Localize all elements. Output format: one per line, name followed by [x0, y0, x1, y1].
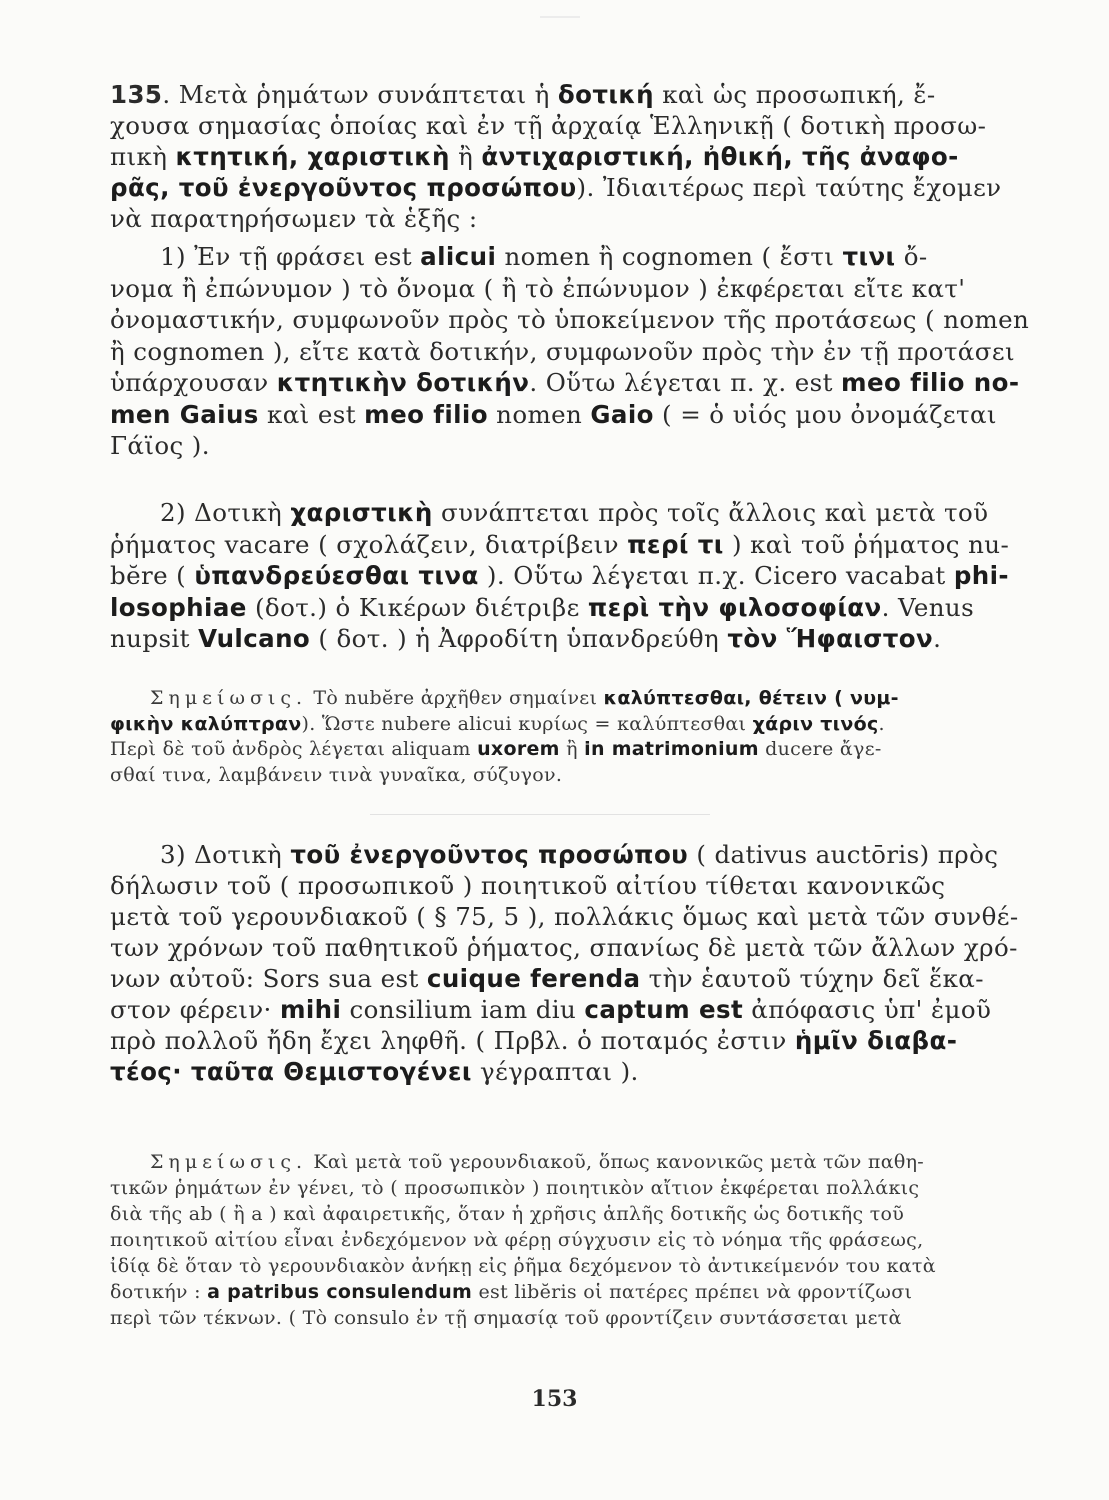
note-2-line [110, 1306, 965, 1330]
emphasis-text: φικὴν καλύπτραν [110, 712, 302, 735]
item-3-line [110, 964, 984, 994]
emphasis-text: Gaio [590, 399, 654, 429]
body-text: μετὰ τοῦ γερουνδιακοῦ ( § 75, 5 ), πολλάκις ὅμως καὶ μετὰ τῶν συνθέ- [110, 902, 1019, 931]
emphasis-text: περὶ τὴν φιλοσοφίαν [587, 592, 882, 622]
note-2-line [110, 1280, 965, 1304]
emphasis-text: men Gaius [110, 399, 259, 429]
scan-mark [540, 16, 580, 18]
body-text: 2) Δοτικὴ [160, 498, 291, 527]
note-label: Σημείωσις. [150, 1151, 308, 1173]
body-text: . Οὕτω λέγεται π. χ. est [529, 368, 842, 397]
body-text: consilium iam diu [341, 995, 585, 1024]
body-text: Τὸ nubĕre ἀρχῆθεν σημαίνει [313, 687, 604, 709]
emphasis-text: ἀντιχαριστική, ἠθική, τῆς ἀναφο- [481, 142, 959, 171]
body-text: στον φέρειν· [110, 995, 280, 1024]
body-text: . [933, 624, 942, 653]
body-text: ἢ cognomen ), εἴτε κατὰ δοτικήν, συμφωνοῦν πρὸς τὴν ἐν τῇ προτάσει [110, 336, 1015, 366]
body-text: 3) Δοτικὴ [160, 840, 291, 869]
emphasis-text: captum est [584, 995, 744, 1024]
body-text: δήλωσιν τοῦ ( προσωπικοῦ ) ποιητικοῦ αἰτίου τίθεται κανονικῶς [110, 871, 946, 900]
emphasis-text: uxorem [477, 738, 560, 760]
body-text: καὶ ὡς προσωπική, ἔ- [654, 80, 936, 109]
body-text: συνάπτεται πρὸς τοῖς ἄλλοις καὶ μετὰ τοῦ [432, 498, 989, 527]
body-text: καὶ est [258, 399, 365, 429]
body-text: ὑπάρχουσαν [110, 368, 277, 397]
body-text: Καὶ μετὰ τοῦ γερουνδιακοῦ, ὅπως κανονικῶς μετὰ τῶν παθη- [313, 1151, 924, 1173]
body-text: πρὸ πολλοῦ ἤδη ἔχει ληφθῆ. ( Πρβλ. ὁ ποταμός ἐστιν [110, 1026, 795, 1055]
emphasis-text: ὑπανδρεύεσθαι τινα [194, 561, 479, 590]
emphasis-text: alicui [420, 242, 497, 271]
body-text: διὰ τῆς ab ( ἢ a ) καὶ ἀφαιρετικῆς, ὅταν ἡ χρῆσις ἁπλῆς δοτικῆς ὡς δοτικῆς τοῦ [110, 1203, 905, 1225]
item-3-line [110, 871, 960, 901]
emphasis-text: περί τι [627, 529, 724, 559]
body-text: est libĕris οἱ πατέρες πρέπει νὰ φροντίζωσι [472, 1281, 913, 1303]
note-1-line [150, 686, 965, 710]
emphasis-text: meo filio [364, 399, 488, 429]
body-text: ἢ [559, 738, 585, 760]
item-2-line [110, 561, 1009, 591]
section-135-line [110, 142, 960, 172]
body-text: bĕre ( [110, 561, 195, 590]
body-text: (δοτ.) ὁ Κικέρων διέτριβε [246, 592, 588, 622]
body-text: περὶ τῶν τέκνων. ( Τὸ consulo ἐν τῇ σημασίᾳ τοῦ φροντίζειν συντάσσεται μετὰ [110, 1307, 902, 1329]
body-text: . [878, 712, 885, 735]
body-text: δοτικήν : [110, 1281, 208, 1303]
body-text: ducere ἄγε- [758, 738, 882, 760]
body-text: χουσα σημασίας ὁποίας καὶ ἐν τῇ ἀρχαίᾳ Ἑλληνικῇ ( δοτικὴ προσω- [110, 111, 987, 140]
note-2-line [110, 1202, 965, 1226]
emphasis-text: χαριστικὴ [290, 498, 433, 527]
body-text: ὄ- [895, 242, 928, 271]
body-text: νων αὐτοῦ: Sors sua est [110, 964, 427, 993]
emphasis-text: ρᾶς, τοῦ ἐνεργοῦντος προσώπου [110, 173, 577, 202]
body-text: Γάϊος ). [110, 431, 210, 460]
body-text: nomen ἢ cognomen ( ἔστι [496, 242, 843, 271]
body-text: ῥήματος vacare ( σχολάζειν, διατρίβειν [110, 529, 628, 559]
body-text: τικῶν ῥημάτων ἐν γένει, τὸ ( προσωπικὸν ) ποιητικὸν αἴτιον ἐκφέρεται πολλάκις [110, 1177, 920, 1199]
body-text: ὀνομαστικήν, συμφωνοῦν πρὸς τὸ ὑποκείμενον τῆς προτάσεως ( nomen [110, 305, 1030, 334]
body-text: ). Ὥστε nubere alicui κυρίως = καλύπτεσθαι [301, 712, 753, 735]
body-text: ἰδίᾳ δὲ ὅταν τὸ γερουνδιακὸν ἀνήκῃ εἰς ῥῆμα δεχόμενον τὸ ἀντικείμενόν του κατὰ [110, 1255, 936, 1277]
item-1-line [110, 399, 997, 430]
emphasis-text: Vulcano [198, 624, 311, 653]
page-number: 153 [531, 1386, 578, 1412]
body-text: ) καὶ τοῦ ῥήματος nu- [723, 529, 1010, 559]
emphasis-text: mihi [279, 995, 342, 1024]
emphasis-text: meo filio no- [841, 368, 1020, 397]
note-1-line [110, 763, 965, 787]
emphasis-text: δοτική [557, 80, 655, 109]
section-135-line [110, 173, 1002, 203]
item-2-line [110, 624, 960, 654]
note-2-line [110, 1228, 965, 1252]
body-text: ποιητικοῦ αἰτίου εἶναι ἐνδεχόμενον νὰ φέρῃ σύγχυσιν εἰς τὸ νόημα τῆς φράσεως, [110, 1229, 924, 1251]
item-3-line [110, 933, 1018, 963]
emphasis-text: losophiae [110, 592, 247, 622]
item-1-line [110, 336, 1015, 367]
emphasis-text: phi- [953, 561, 1009, 590]
emphasis-text: a patribus consulendum [207, 1281, 473, 1303]
item-2-line [160, 498, 989, 528]
item-1-line [110, 368, 1020, 398]
note-1-line [110, 712, 965, 736]
emphasis-text: τὸν Ἥφαιστον [727, 624, 934, 653]
body-text: nupsit [110, 624, 199, 653]
item-3-line [160, 840, 999, 870]
body-text: νομα ἢ ἐπώνυμον ) τὸ ὄνομα ( ἢ τὸ ἐπώνυμον ) ἐκφέρεται εἴτε κατ' [110, 273, 966, 303]
body-text: πικὴ [110, 142, 176, 171]
body-text: ἢ [449, 142, 482, 171]
section-135-line [110, 204, 960, 234]
emphasis-text: τοῦ ἐνεργοῦντος προσώπου [290, 840, 689, 869]
emphasis-text: χάριν τινός [752, 712, 879, 735]
note-label: Σημείωσις. [150, 687, 308, 709]
body-text: των χρόνων τοῦ παθητικοῦ ῥήματος, σπανίως δὲ μετὰ τῶν ἄλλων χρό- [110, 933, 1018, 962]
body-text: Περὶ δὲ τοῦ ἀνδρὸς λέγεται aliquam [110, 738, 478, 760]
section-135-line [110, 111, 987, 141]
item-2-line [110, 592, 975, 623]
item-1-line [110, 431, 960, 461]
body-text: ). Οὕτω λέγεται π.χ. Cicero vacabat [478, 561, 954, 590]
item-1-line [160, 242, 960, 272]
section-135-line [110, 80, 960, 110]
body-text: . Μετὰ ῥημάτων συνάπτεται ἡ [162, 80, 558, 109]
body-text: ἀπόφασις ὑπ' ἐμοῦ [743, 995, 992, 1024]
body-text: ( dativus auctōris) πρὸς [688, 840, 999, 869]
emphasis-text: κτητική, χαριστικὴ [175, 142, 450, 171]
body-text: ). Ἰδιαιτέρως περὶ ταύτης ἔχομεν [576, 173, 1002, 202]
emphasis-text: ἡμῖν διαβα- [794, 1026, 958, 1055]
faint-divider [370, 814, 710, 815]
body-text: τὴν ἑαυτοῦ τύχην δεῖ ἕκα- [640, 964, 984, 993]
emphasis-text: καλύπτεσθαι, θέτειν ( νυμ- [603, 687, 899, 709]
emphasis-text: in matrimonium [584, 738, 759, 760]
body-text: ( = ὁ υἱός μου ὀνομάζεται [653, 399, 997, 429]
section-number: 135 [110, 80, 163, 109]
emphasis-text: τέος· ταῦτα Θεμιστογένει [110, 1057, 472, 1086]
item-2-line [110, 529, 1010, 560]
note-1-line [110, 737, 965, 761]
note-2-line [110, 1254, 965, 1278]
item-1-line [110, 305, 1030, 335]
emphasis-text: τινι [842, 242, 896, 271]
item-1-line [110, 273, 966, 304]
body-text: γέγραπται ). [471, 1057, 639, 1086]
note-2-line [150, 1150, 965, 1174]
body-text: nomen [487, 399, 591, 429]
item-3-line [110, 1057, 960, 1087]
body-text: 1) Ἐν τῇ φράσει est [160, 242, 421, 271]
note-2-line [110, 1176, 965, 1200]
body-text: σθαί τινα, λαμβάνειν τινὰ γυναῖκα, σύζυγον. [110, 763, 563, 786]
emphasis-text: κτητικὴν δοτικήν [276, 368, 530, 397]
item-3-line [110, 902, 1019, 932]
body-text: νὰ παρατηρήσωμεν τὰ ἑξῆς : [110, 204, 478, 233]
item-3-line [110, 995, 992, 1025]
item-3-line [110, 1026, 960, 1056]
body-text: ( δοτ. ) ἡ Ἀφροδίτη ὑπανδρεύθη [310, 624, 728, 653]
emphasis-text: cuique ferenda [426, 964, 641, 993]
body-text: . Venus [881, 592, 975, 622]
